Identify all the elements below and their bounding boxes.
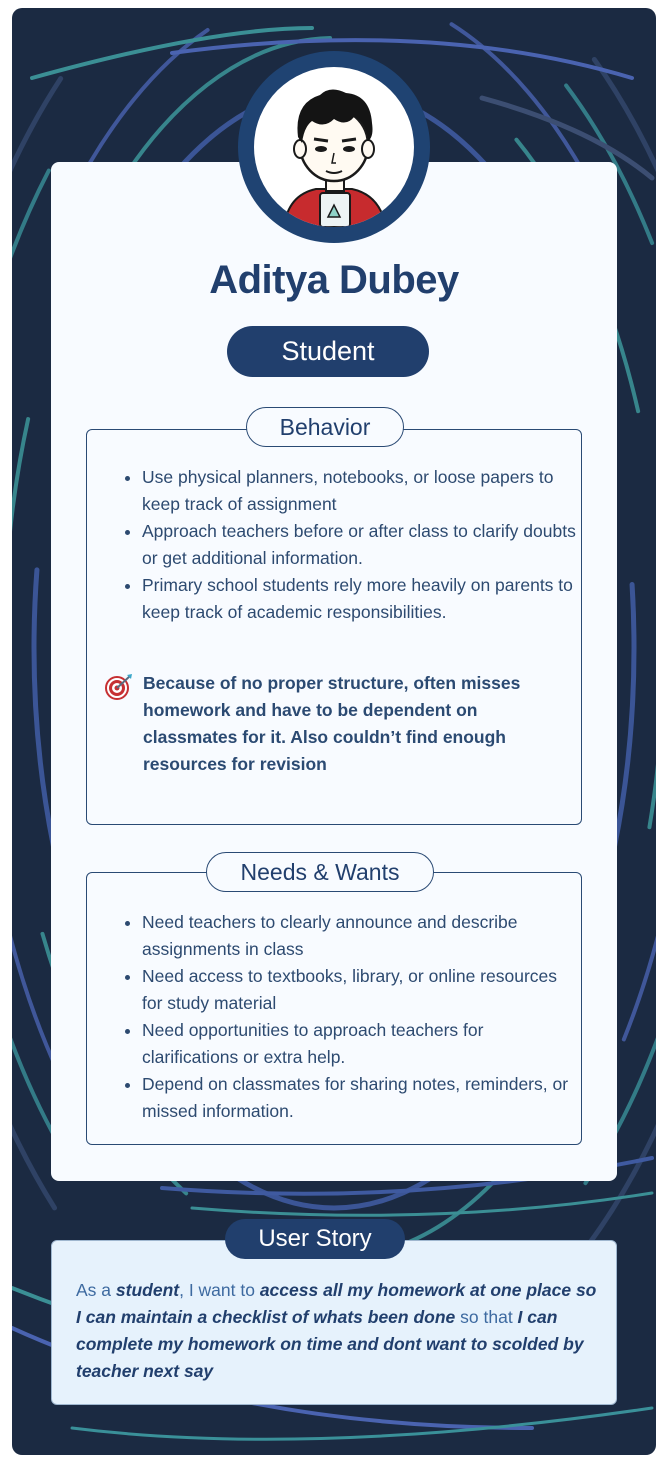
persona-card (51, 162, 617, 1181)
behavior-section (86, 429, 582, 825)
list-item: • Need access to textbooks, library, or online resources for study material (142, 963, 581, 1017)
role-badge: Student (227, 326, 429, 377)
list-item: • Primary school students rely more heavily on parents to keep track of academic responsibilities. (142, 572, 581, 626)
needs-section (86, 872, 582, 1145)
needs-title: Needs & Wants (206, 852, 434, 892)
list-item: • Need teachers to clearly announce and describe assignments in class (142, 909, 581, 963)
story-goal: access all my homework at one place so I can maintain a checklist of whats been done (76, 1280, 597, 1327)
list-item: • Use physical planners, notebooks, or loose papers to keep track of assignment (142, 464, 581, 518)
user-story-title: User Story (225, 1219, 405, 1259)
list-item: • Approach teachers before or after class to clarify doubts or get additional information. (142, 518, 581, 572)
insight-text: Because of no proper structure, often misses homework and have to be dependent on classmates for it. Also couldn’t find enough resources for revision (143, 673, 521, 774)
behavior-title: Behavior (246, 407, 404, 447)
cartoon-student-avatar (254, 67, 414, 227)
behavior-list (87, 464, 581, 626)
story-so-that: so that (455, 1307, 518, 1327)
story-i-want-to: , I want to (179, 1280, 260, 1300)
user-story-box (51, 1240, 617, 1405)
story-persona: student (115, 1280, 180, 1300)
user-story-text (76, 1277, 606, 1385)
avatar (238, 51, 430, 243)
story-as-a: As a (76, 1280, 116, 1300)
needs-list (87, 909, 581, 1125)
persona-name: Aditya Dubey (209, 258, 459, 302)
target-dart-icon (105, 673, 133, 701)
persona-background (12, 8, 656, 1455)
list-item: • Need opportunities to approach teachers for clarifications or extra help. (142, 1017, 581, 1071)
list-item: • Depend on classmates for sharing notes, reminders, or missed information. (142, 1071, 581, 1125)
story-benefit: I can complete my homework on time and dont want to scolded by teacher next say (76, 1307, 584, 1381)
